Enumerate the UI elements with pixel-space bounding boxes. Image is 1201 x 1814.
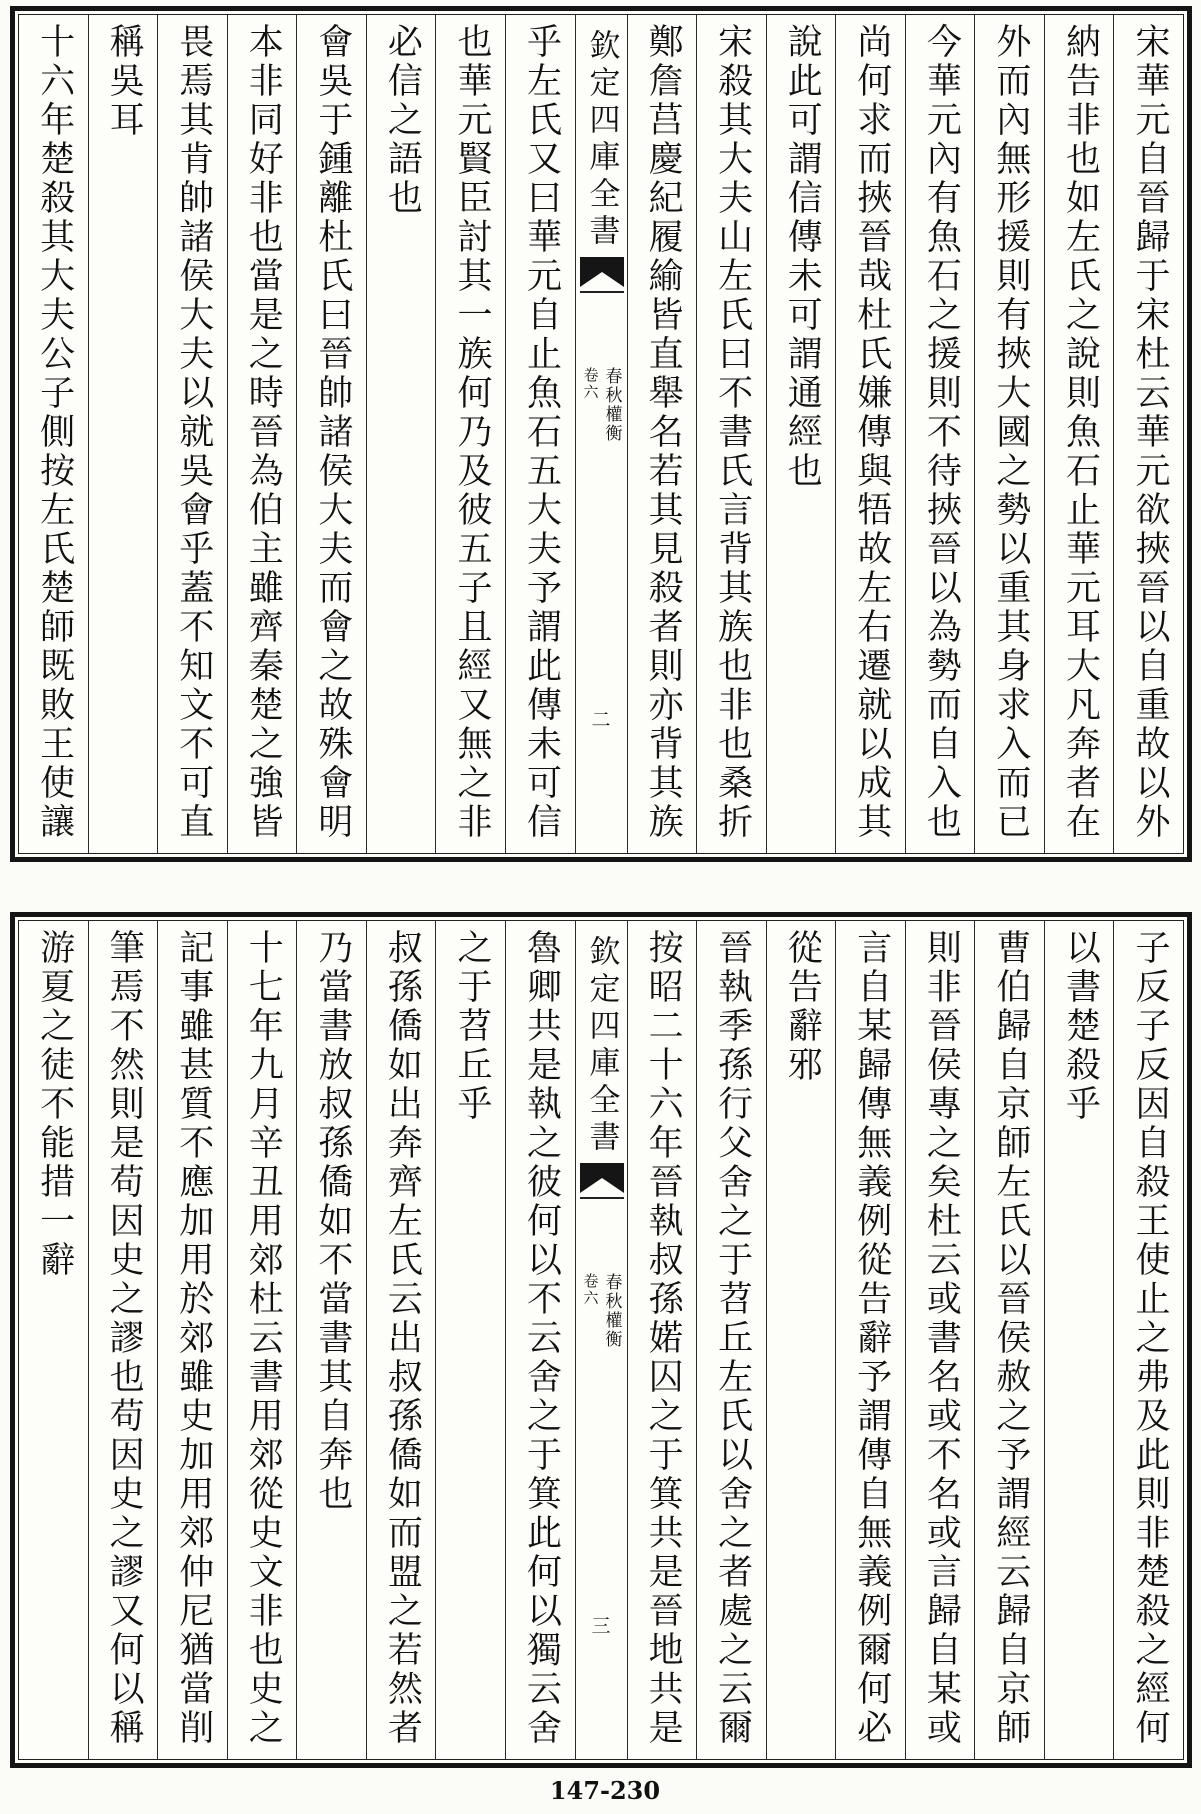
center-fold-column (575, 15, 627, 853)
text-column: 稱吳耳 (88, 15, 158, 853)
panel-frame (18, 14, 1184, 854)
collection-title: 欽定四庫全書 (583, 29, 620, 251)
text-column: 會吳于鍾離杜氏曰晉帥諸侯大夫而會之故殊會明 (296, 15, 366, 853)
text-column: 說此可謂信傳未可謂通經也 (766, 15, 836, 853)
text-column: 筆焉不然則是苟因史之謬也苟因史之謬又何以稱 (88, 921, 158, 1759)
text-column: 今華元內有魚石之援則不待挾晉以為勢而自入也 (905, 15, 975, 853)
text-column: 之于苕丘乎 (435, 921, 505, 1759)
text-column: 也華元賢臣討其一族何乃及彼五子且經又無之非 (435, 15, 505, 853)
text-column: 曹伯歸自京師左氏以晉侯赦之予謂經云歸自京師 (974, 921, 1044, 1759)
text-column: 叔孫僑如出奔齊左氏云出叔孫僑如而盟之若然者 (366, 921, 436, 1759)
text-column: 言自某歸傳無義例從告辭予謂傳自無義例爾何必 (835, 921, 905, 1759)
book-title: 春秋權衡 (601, 1273, 622, 1349)
page-number: 三 (591, 1615, 611, 1637)
text-column: 本非同好非也當是之時晉為伯主雖齊秦楚之強皆 (227, 15, 297, 853)
center-fold-column (575, 921, 627, 1759)
book-subtitle (576, 367, 627, 443)
text-column: 從告辭邪 (766, 921, 836, 1759)
panel-frame (18, 920, 1184, 1760)
fishtail-icon (580, 257, 624, 287)
text-column: 納告非也如左氏之說則魚石止華元耳大凡奔者在 (1044, 15, 1114, 853)
volume-label: 卷六 (581, 367, 600, 401)
page-panel-top (10, 6, 1192, 862)
fishtail-icon (580, 1163, 624, 1193)
text-column: 以書楚殺乎 (1044, 921, 1114, 1759)
footer-catalog-number: 147-230 (549, 1776, 661, 1805)
text-column: 則非晉侯專之矣杜云或書名或不名或言歸自某或 (905, 921, 975, 1759)
text-column: 尚何求而挾晉哉杜氏嫌傳與牾故左右遷就以成其 (835, 15, 905, 853)
text-column: 宋華元自晉歸于宋杜云華元欲挾晉以自重故以外 (1113, 15, 1183, 853)
page-number: 二 (591, 709, 611, 731)
book-title: 春秋權衡 (601, 367, 622, 443)
text-column: 畏焉其肯帥諸侯大夫以就吳會乎蓋不知文不可直 (157, 15, 227, 853)
text-column: 乎左氏又曰華元自止魚石五大夫予謂此傳未可信 (505, 15, 575, 853)
text-column: 晉執季孫行父舍之于苕丘左氏以舍之者處之云爾 (696, 921, 766, 1759)
text-column: 乃當書放叔孫僑如不當書其自奔也 (296, 921, 366, 1759)
text-column: 按昭二十六年晉執叔孫婼囚之于箕共是晉地共是 (627, 921, 697, 1759)
text-column: 子反子反因自殺王使止之弗及此則非楚殺之經何 (1113, 921, 1183, 1759)
text-column: 十六年楚殺其大夫公子側按左氏楚師既敗王使讓 (34, 23, 75, 842)
text-column: 游夏之徒不能措一辭 (34, 929, 75, 1280)
page-panel-bottom (10, 912, 1192, 1768)
fold-divider (580, 1197, 624, 1199)
text-column: 宋殺其大夫山左氏曰不書氏言背其族也非也桑折 (696, 15, 766, 853)
fold-divider (580, 291, 624, 293)
text-column: 記事雖甚質不應加用於郊雖史加用郊仲尼猶當削 (157, 921, 227, 1759)
text-column: 必信之語也 (366, 15, 436, 853)
collection-title: 欽定四庫全書 (583, 935, 620, 1157)
text-column: 十七年九月辛丑用郊杜云書用郊從史文非也史之 (227, 921, 297, 1759)
volume-label: 卷六 (581, 1273, 600, 1307)
text-column: 魯卿共是執之彼何以不云舍之于箕此何以獨云舍 (505, 921, 575, 1759)
text-column: 外而內無形援則有挾大國之勢以重其身求入而已 (974, 15, 1044, 853)
book-subtitle (576, 1273, 627, 1349)
text-column: 鄭詹莒慶紀履緰皆直舉名若其見殺者則亦背其族 (627, 15, 697, 853)
